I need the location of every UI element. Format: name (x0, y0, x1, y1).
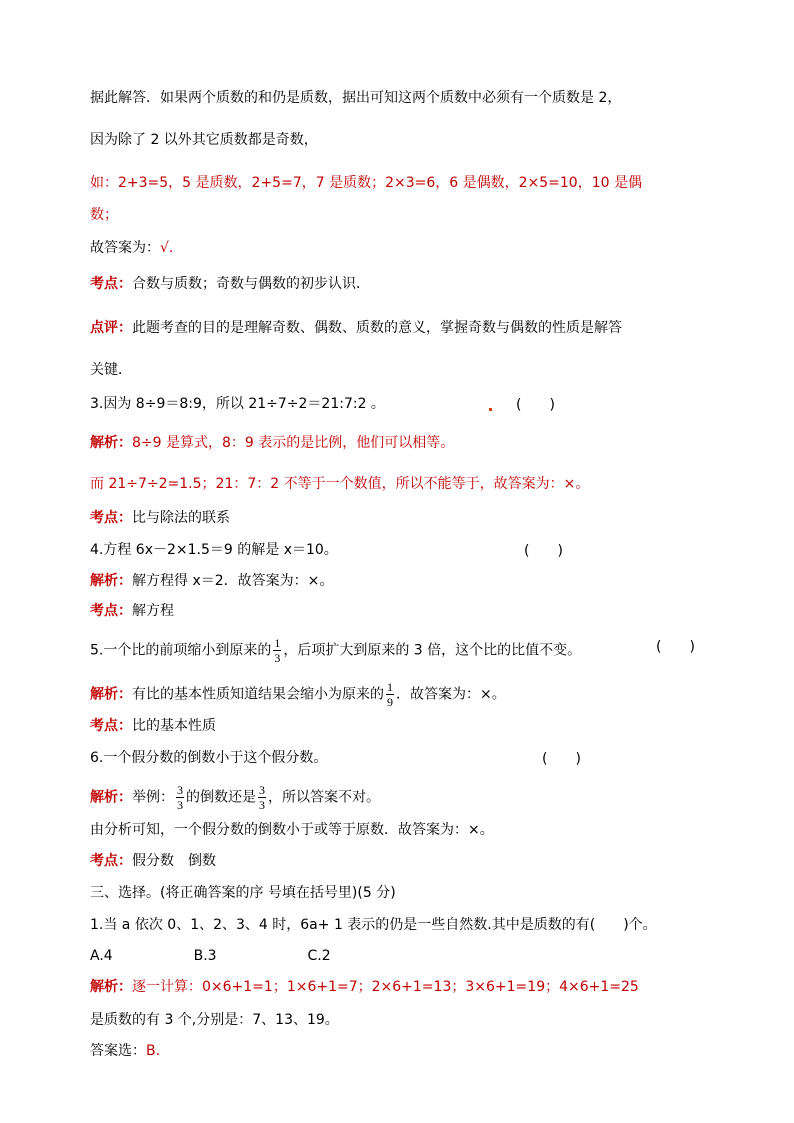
fraction (273, 636, 281, 665)
stray-dot (489, 408, 492, 411)
kp-text: 比与除法的联系 (132, 510, 230, 526)
label: 考点： (90, 276, 132, 292)
analysis-part: 的倒数还是 (186, 789, 256, 806)
label: 考点： (90, 718, 132, 734)
stem-part: 5.一个比的前项缩小到原来的 (90, 642, 272, 659)
answer-blank: ( ) (542, 751, 581, 767)
comment (90, 318, 622, 338)
analysis-text: 8÷9 是算式，8：9 表示的是比例，他们可以相等。 (132, 435, 455, 451)
analysis-part: 有比的基本性质知道结果会缩小为原来的 (132, 686, 384, 703)
denominator: 9 (387, 695, 393, 709)
text-line: 关键． (90, 362, 132, 378)
option-c: C.2 (307, 948, 331, 964)
text-line: 如：2+3=5，5 是质数，2+5=7，7 是质数；2×3=6，6 是偶数，2×5=10，10 是偶 (90, 175, 642, 191)
options (90, 946, 331, 966)
kp-text: 合数与质数；奇数与偶数的初步认识． (132, 276, 370, 292)
label: 解析： (90, 573, 132, 589)
section-title: 三、选择。(将正确答案的序 号填在括号里)(5 分) (90, 885, 396, 901)
question-3-stem: 3.因为 8÷9＝8:9，所以 21÷7÷2＝21:7:2 。 (90, 396, 385, 412)
fraction (176, 783, 184, 812)
answer-prefix: 故答案为： (90, 240, 160, 256)
text-line: 数； (90, 207, 118, 223)
question-3-analysis-2: 而 21÷7÷2=1.5；21：7：2 不等于一个数值，所以不能等于，故答案为：×。 (90, 476, 590, 492)
option-b: B.3 (193, 948, 217, 964)
answer-prefix: 答案选： (90, 1043, 146, 1059)
question-5-stem (90, 636, 581, 665)
analysis-part: ．故答案为：×。 (396, 686, 506, 703)
label: 解析： (90, 686, 132, 703)
kp-text: 比的基本性质 (132, 718, 216, 734)
section-3-q1-answer (90, 1041, 160, 1061)
answer-blank: ( ) (516, 397, 555, 413)
question-4-kp (90, 601, 174, 621)
label: 考点： (90, 853, 132, 869)
denominator: 3 (177, 798, 183, 812)
question-3-analysis (90, 433, 454, 453)
analysis-text: 解方程得 x＝2．故答案为：×。 (132, 573, 334, 589)
numerator: 3 (177, 783, 183, 797)
label: 解析： (90, 979, 132, 995)
label: 考点： (90, 510, 132, 526)
section-3-q1-stem: 1.当 a 依次 0、1、2、3、4 时，6a+ 1 表示的仍是一些自然数.其中是质数的有( )个。 (90, 917, 657, 933)
text-line: 据此解答．如果两个质数的和仍是质数，据出可知这两个质数中必须有一个质数是 2， (90, 90, 622, 106)
analysis-part: ，所以答案不对。 (268, 789, 380, 806)
section-3-q1-analysis-2: 是质数的有 3 个,分别是：7、13、19。 (90, 1012, 339, 1028)
kp-text: 解方程 (132, 603, 174, 619)
knowledge-point (90, 274, 370, 294)
analysis-text: 逐一计算：0×6+1=1；1×6+1=7；2×6+1=13；3×6+1=19；4×6+1=25 (132, 979, 639, 995)
comment-text: 此题考查的目的是理解奇数、偶数、质数的意义，掌握奇数与偶数的性质是解答 (132, 320, 622, 336)
question-6-stem: 6.一个假分数的倒数小于这个假分数。 (90, 750, 328, 766)
label: 考点： (90, 603, 132, 619)
question-4-analysis (90, 571, 333, 591)
analysis-part: 举例： (132, 789, 174, 806)
answer-blank: ( ) (656, 639, 695, 655)
answer-line (90, 238, 173, 258)
numerator: 1 (274, 636, 281, 650)
stem-part: ，后项扩大到原来的 3 倍，这个比的比值不变。 (283, 642, 582, 659)
fraction (258, 783, 266, 812)
section-3-q1-analysis (90, 977, 639, 997)
kp-text: 假分数 倒数 (132, 853, 216, 869)
denominator: 3 (259, 798, 265, 812)
numerator: 3 (259, 783, 265, 797)
question-5-kp (90, 716, 216, 736)
label: 点评： (90, 320, 132, 336)
question-6-analysis-2: 由分析可知，一个假分数的倒数小于或等于原数．故答案为：×。 (90, 822, 494, 838)
question-4-stem: 4.方程 6x－2×1.5＝9 的解是 x＝10。 (90, 542, 338, 558)
option-a: A.4 (90, 948, 113, 964)
label: 解析： (90, 435, 132, 451)
denominator: 3 (274, 651, 281, 665)
answer-value: √. (160, 240, 174, 256)
question-6-analysis (90, 783, 380, 812)
numerator: 1 (387, 680, 393, 694)
answer-value: B. (146, 1043, 161, 1059)
question-3-kp (90, 508, 230, 528)
question-6-kp (90, 851, 216, 871)
answer-blank: ( ) (524, 543, 563, 559)
text-line: 因为除了 2 以外其它质数都是奇数， (90, 132, 318, 148)
question-5-analysis (90, 680, 506, 709)
label: 解析： (90, 789, 132, 806)
fraction (386, 680, 394, 709)
